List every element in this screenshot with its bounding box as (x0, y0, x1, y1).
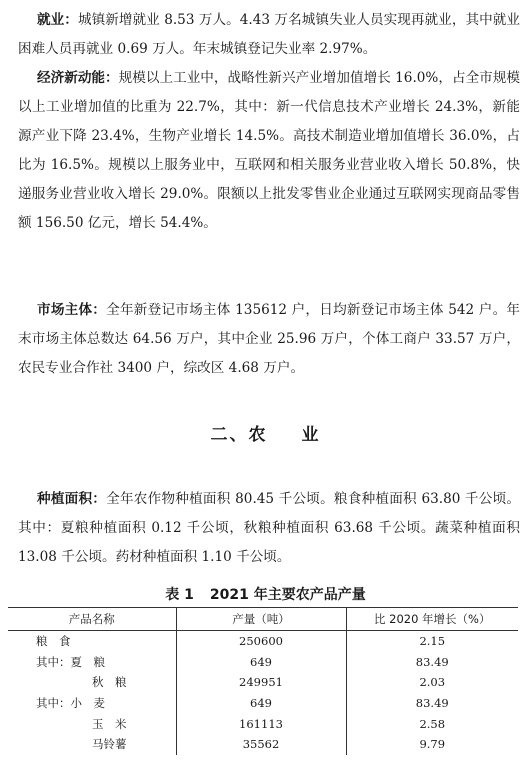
cell-output: 649 (176, 693, 346, 714)
paragraph-lead: 经济新动能： (37, 70, 119, 86)
paragraph-lead: 就业： (37, 12, 78, 28)
header-growth: 比 2020 年增长（%） (346, 608, 518, 631)
cell-product-name: 粮 食 (36, 634, 71, 649)
section-heading-part1: 二、农 (210, 425, 268, 445)
cell-growth: 9.79 (346, 734, 518, 755)
cell-growth: 2.15 (346, 631, 518, 652)
table-row (8, 693, 518, 714)
cell-growth: 83.49 (346, 693, 518, 714)
paragraph-planting (18, 485, 520, 572)
cell-output: 35562 (176, 734, 346, 755)
table-row (8, 631, 518, 652)
header-product-name: 产品名称 (8, 608, 176, 631)
paragraph-new-drivers (18, 64, 520, 238)
table-row (8, 652, 518, 673)
table-title (0, 584, 531, 604)
cell-growth: 2.03 (346, 672, 518, 693)
cell-product-name: 其中：小 麦 (36, 696, 105, 711)
table-row (8, 734, 518, 755)
cell-output: 249951 (176, 672, 346, 693)
table-caption: 2021 年主要农产品产量 (209, 587, 366, 603)
paragraph-lead: 种植面积： (37, 491, 107, 507)
section-heading-part2: 业 (301, 425, 321, 445)
paragraph-lead: 市场主体： (37, 302, 107, 318)
cell-growth: 83.49 (346, 652, 518, 673)
cell-product-name: 秋 粮 (92, 675, 127, 690)
paragraph-text: 全年农作物种植面积 80.45 千公顷。粮食种植面积 63.80 千公顷。其中：夏粮种植面积 0.12 千公顷，秋粮种植面积 63.68 千公顷。蔬菜种植面积 13.08 千公顷。药材种植面积 1.10 千公顷。 (18, 491, 520, 565)
header-output: 产量（吨） (176, 608, 346, 631)
cell-product-name: 其中：夏 粮 (36, 654, 105, 669)
paragraph-employment (18, 6, 520, 64)
paragraph-text: 全年新登记市场主体 135612 户，日均新登记市场主体 542 户。年末市场主体总数达 64.56 万户，其中企业 25.96 万户，个体工商户 33.57 万户，农民专业合作社 3400 户，综改区 4.68 万户。 (18, 302, 520, 376)
agricultural-output-table (8, 607, 518, 755)
cell-product-name: 玉 米 (92, 716, 127, 731)
table-number: 表 1 (165, 587, 194, 603)
paragraph-text: 规模以上工业中，战略性新兴产业增加值增长 16.0%，占全市规模以上工业增加值的比重为 22.7%，其中：新一代信息技术产业增长 24.3%，新能源产业下降 23.4%，生物产业增长 14.5%。高技术制造业增加值增长 36.0%，占比为 16.5%。规模以上服务业中，互联网和相关服务业营业收入增长 50.8%，快递服务业营业收入增长 29.0%。限额以上批发零售业企业通过互联网实现商品零售额 156.50 亿元，增长 54.4%。 (18, 70, 520, 231)
paragraph-text: 城镇新增就业 8.53 万人。4.43 万名城镇失业人员实现再就业，其中就业困难人员再就业 0.69 万人。年末城镇登记失业率 2.97%。 (18, 12, 521, 57)
cell-output: 161113 (176, 713, 346, 734)
cell-output: 250600 (176, 631, 346, 652)
cell-growth: 2.58 (346, 713, 518, 734)
table-row (8, 713, 518, 734)
section-heading (0, 420, 531, 445)
table-row (8, 672, 518, 693)
table-header-row (8, 608, 518, 631)
cell-output: 649 (176, 652, 346, 673)
paragraph-market-entities (18, 296, 520, 383)
cell-product-name: 马铃薯 (92, 737, 127, 752)
